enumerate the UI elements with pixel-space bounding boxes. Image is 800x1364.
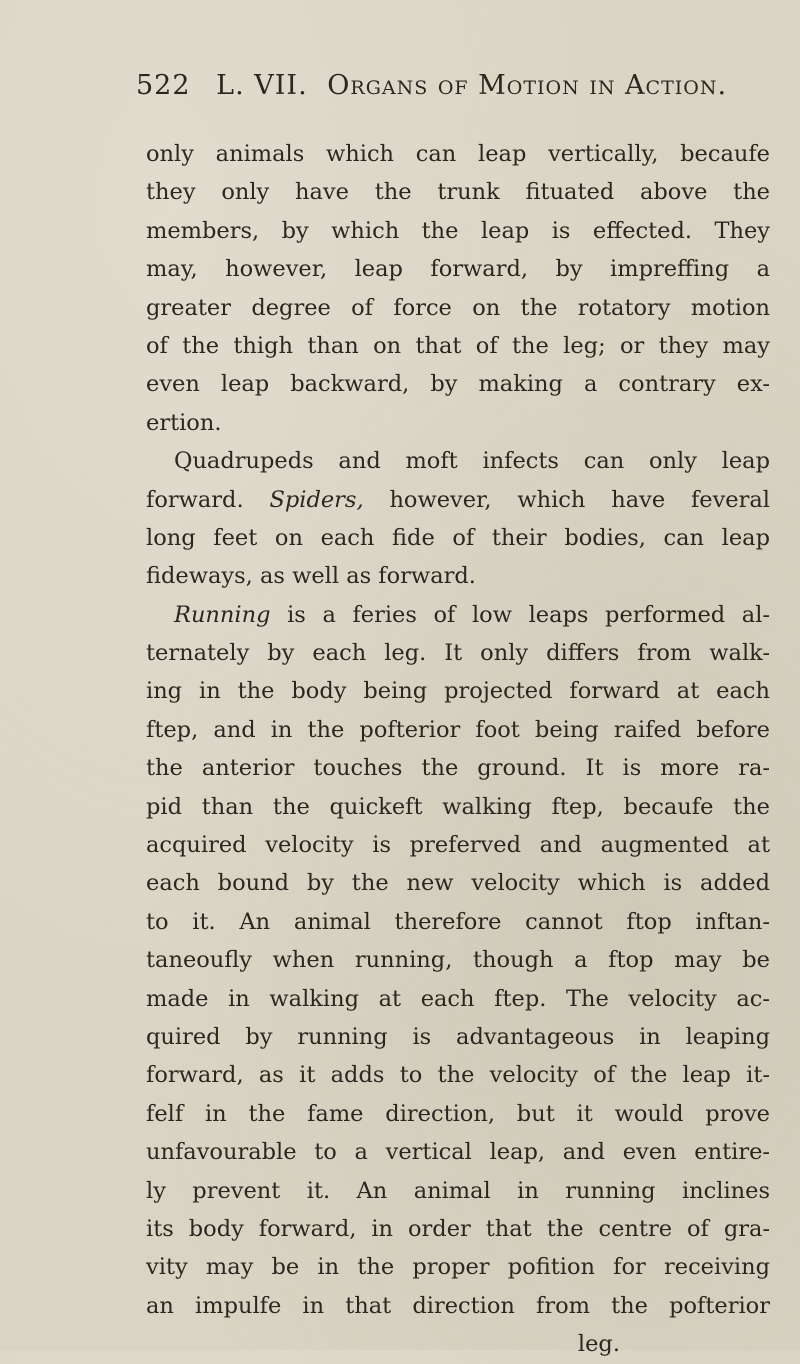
- text-line: only animals which can leap vertically, becaufe: [146, 141, 770, 167]
- text-line: ternately by each leg. It only differs from walk-: [146, 640, 770, 667]
- chapter-label: L. VII.: [216, 70, 308, 101]
- text-line: the anterior touches the ground. It is more ra-: [146, 755, 770, 782]
- text-line: they only have the trunk fituated above the: [146, 179, 770, 206]
- text-line: its body forward, in order that the centre of gra-: [146, 1215, 770, 1242]
- running-head: [136, 70, 728, 114]
- italic-term: Spiders,: [269, 486, 364, 513]
- text-line: long feet on each fide of their bodies, can leap: [146, 524, 770, 551]
- text-line: each bound by the new velocity which is added: [146, 870, 770, 897]
- text-line: fideways, as well as forward.: [146, 563, 476, 590]
- text-line: vity may be in the proper pofition for receiving: [146, 1254, 770, 1281]
- text-line: Running is a feries of low leaps performed al-: [174, 601, 770, 628]
- text-line: leg.: [577, 1331, 620, 1358]
- text-line: may, however, leap forward, by impreffing a: [146, 256, 770, 283]
- text-line: Quadrupeds and moft infects can only leap: [174, 448, 770, 475]
- text-line: even leap backward, by making a contrary ex-: [146, 371, 770, 398]
- text-line: ing in the body being projected forward at each: [146, 678, 770, 705]
- page-number: 522: [136, 70, 191, 101]
- text-line: greater degree of force on the rotatory motion: [146, 294, 770, 321]
- text-line: pid than the quickeft walking ftep, becaufe the: [146, 793, 770, 820]
- text-line: felf in the fame direction, but it would prove: [146, 1100, 770, 1127]
- text-line: of the thigh than on that of the leg; or they may: [146, 332, 770, 359]
- text-line: taneoufly when running, though a ftop may be: [146, 947, 770, 974]
- text-line: members, by which the leap is effected. They: [146, 217, 770, 244]
- italic-term: Running: [174, 601, 271, 628]
- text-line: made in walking at each ftep. The velocity ac-: [146, 985, 770, 1012]
- text-line: an impulfe in that direction from the pofterior: [146, 1292, 770, 1319]
- text-line: ly prevent it. An animal in running inclines: [146, 1177, 770, 1204]
- text-line: quired by running is advantageous in leaping: [146, 1023, 770, 1050]
- text-line: ftep, and in the pofterior foot being raifed before: [146, 716, 770, 743]
- text-line: forward. Spiders, however, which have feveral: [146, 486, 770, 513]
- chapter-title: Organs of Motion in Action.: [327, 70, 728, 101]
- body-text: [146, 135, 770, 1364]
- text-line: ertion.: [146, 409, 222, 436]
- text-line: acquired velocity is preferved and augmented at: [146, 832, 770, 859]
- text-line: to it. An animal therefore cannot ftop inftan-: [146, 908, 770, 935]
- text-line: forward, as it adds to the velocity of the leap it-: [146, 1062, 770, 1089]
- text-line: unfavourable to a vertical leap, and even entire-: [146, 1139, 770, 1166]
